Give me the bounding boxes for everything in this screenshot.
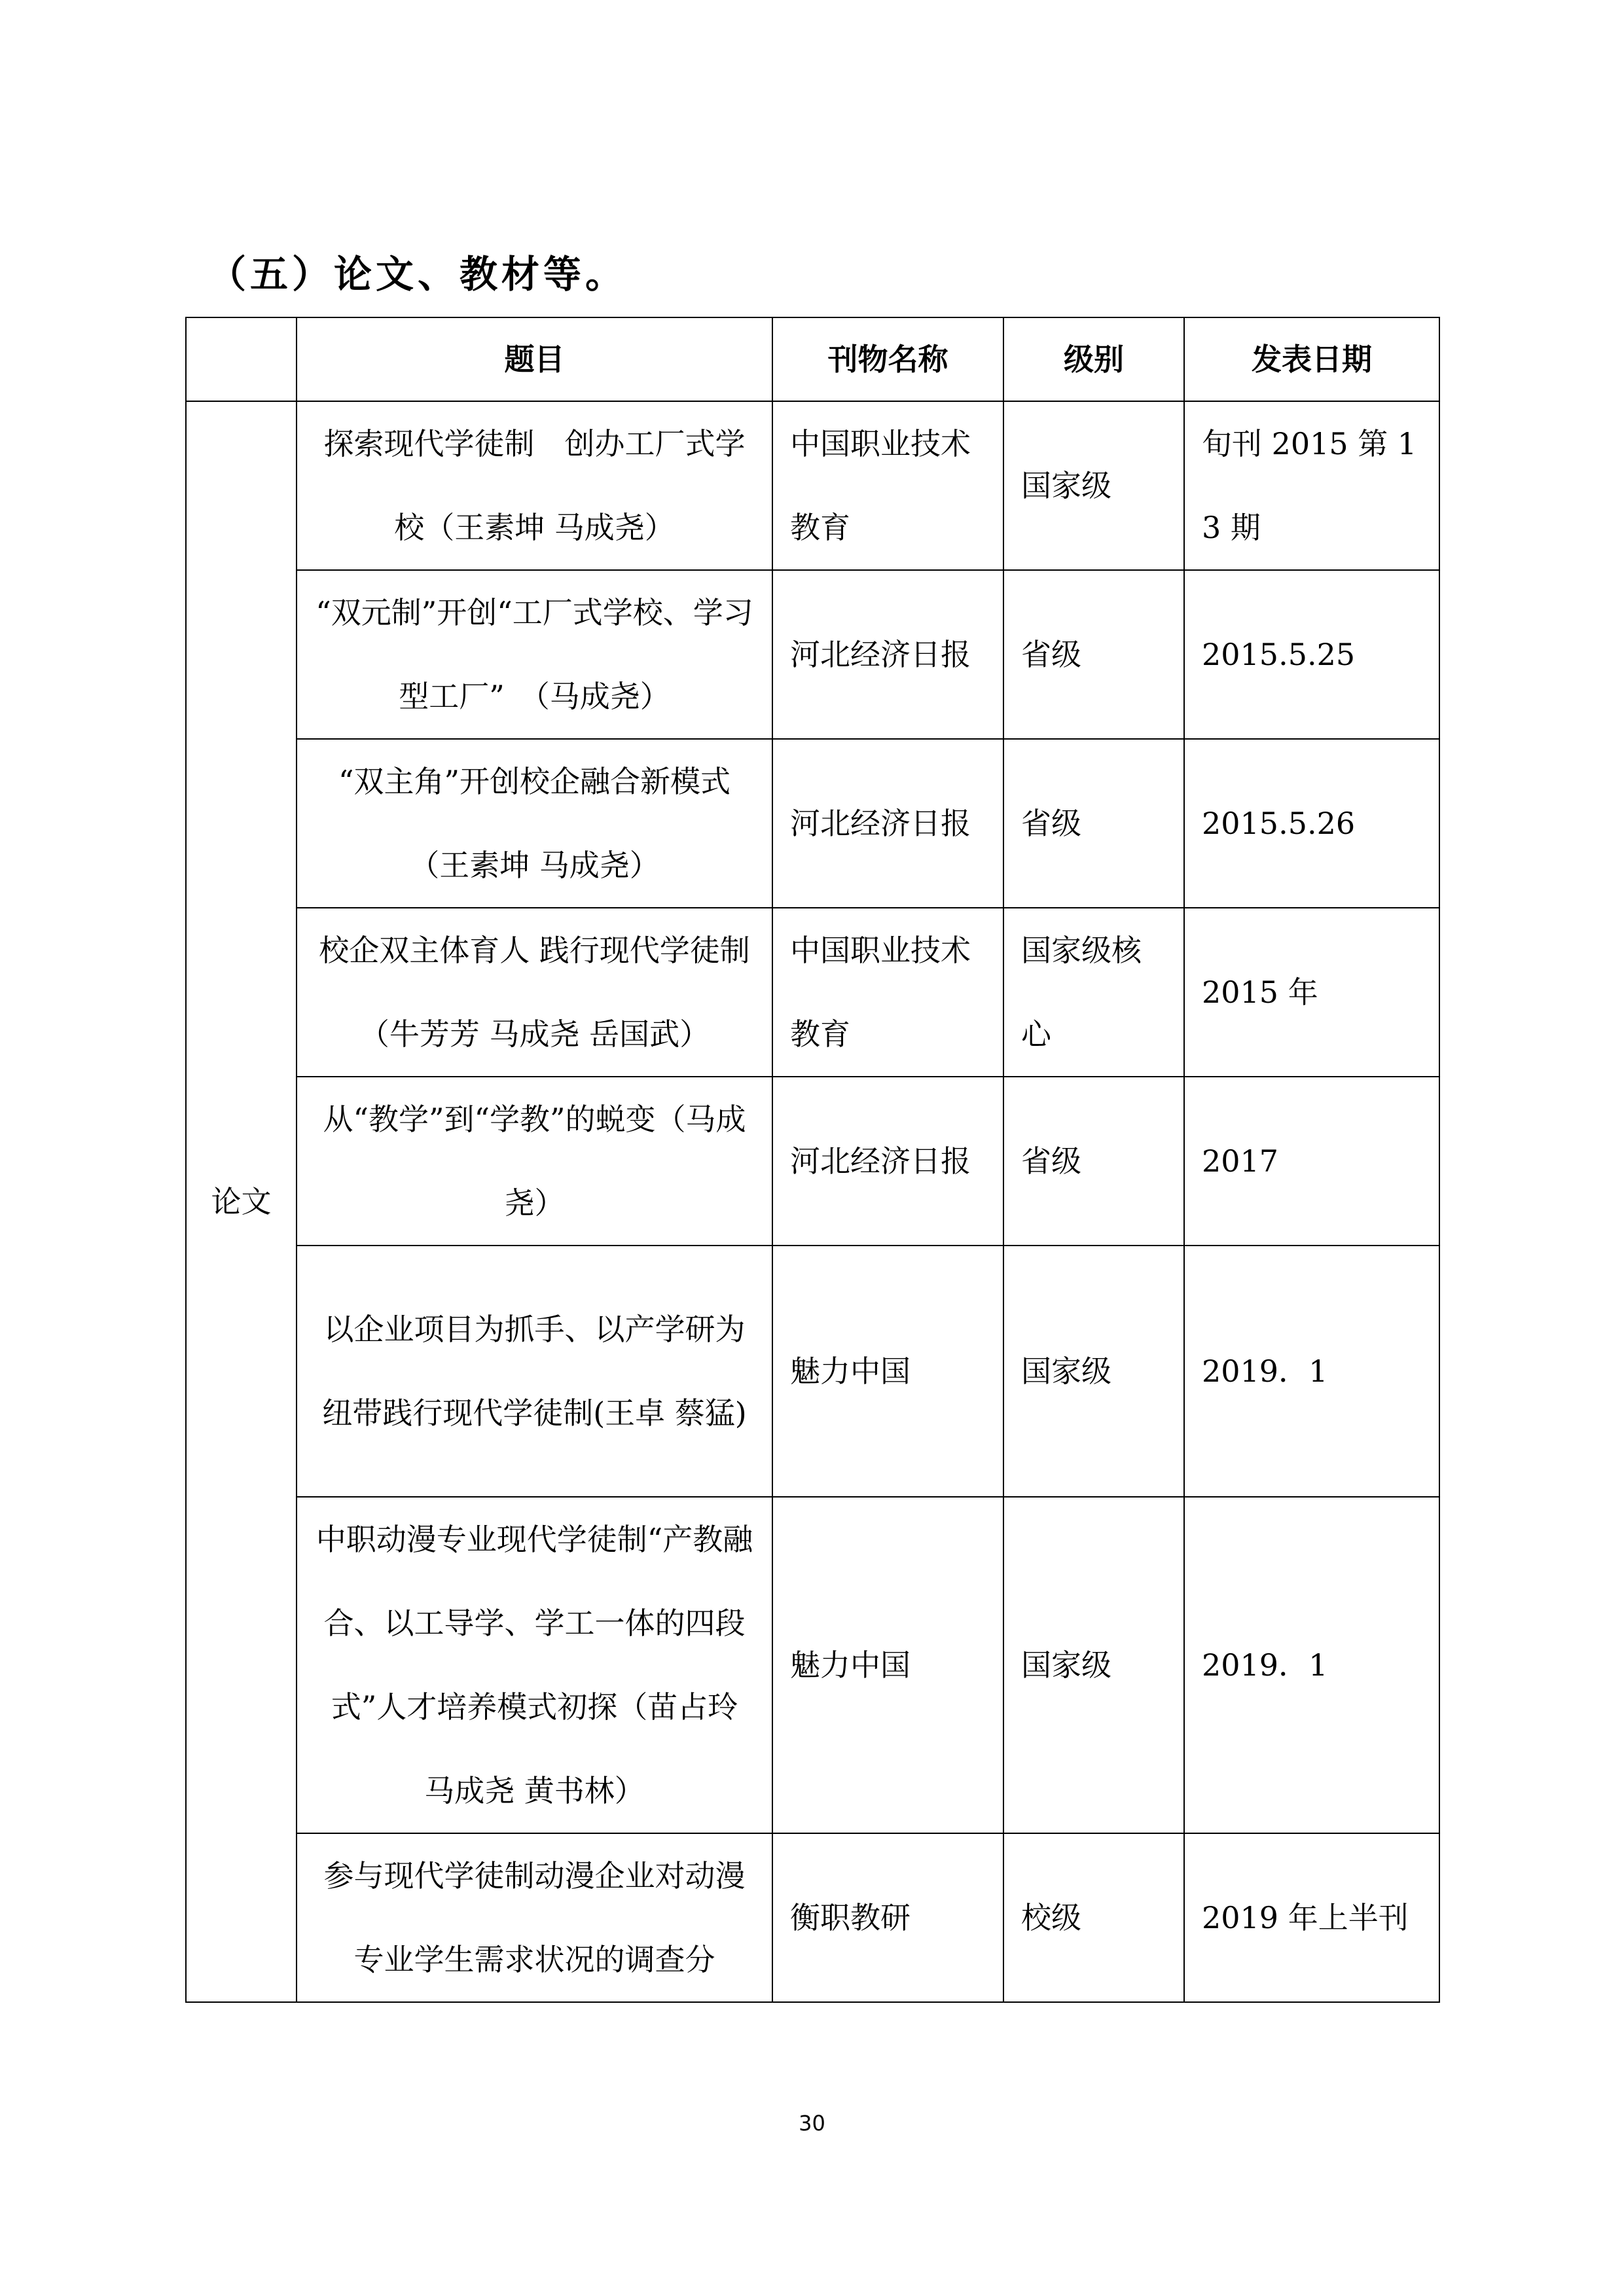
paper-title: 从“教学”到“学教”的蜕变（马成尧）	[297, 1077, 772, 1246]
table-row	[186, 1497, 1439, 1833]
paper-date: 旬刊 2015 第 13 期	[1184, 401, 1439, 570]
paper-title: 探索现代学徒制 创办工厂式学校（王素坤 马成尧）	[297, 401, 772, 570]
paper-title: 中职动漫专业现代学徒制“产教融合、以工导学、学工一体的四段式”人才培养模式初探（苗占玲 马成尧 黄书林）	[297, 1497, 772, 1833]
table-row	[186, 739, 1439, 908]
table-header-row	[186, 317, 1439, 401]
header-level: 级别	[1003, 317, 1184, 401]
paper-level: 校级	[1003, 1833, 1184, 2002]
header-journal: 刊物名称	[772, 317, 1003, 401]
paper-journal: 中国职业技术教育	[772, 401, 1003, 570]
paper-title: 以企业项目为抓手、以产学研为纽带践行现代学徒制(王卓 蔡猛)	[297, 1246, 772, 1497]
table-row	[186, 908, 1439, 1077]
paper-level: 国家级核心	[1003, 908, 1184, 1077]
paper-title: 校企双主体育人 践行现代学徒制（牛芳芳 马成尧 岳国武）	[297, 908, 772, 1077]
category-cell-papers: 论文	[186, 401, 297, 2002]
paper-journal: 河北经济日报	[772, 570, 1003, 739]
paper-date: 2017	[1184, 1077, 1439, 1246]
paper-level: 省级	[1003, 739, 1184, 908]
paper-journal: 中国职业技术教育	[772, 908, 1003, 1077]
paper-journal: 衡职教研	[772, 1833, 1003, 2002]
paper-date: 2015.5.26	[1184, 739, 1439, 908]
header-title: 题目	[297, 317, 772, 401]
section-heading: （五）论文、教材等。	[208, 252, 628, 296]
paper-level: 省级	[1003, 570, 1184, 739]
paper-level: 国家级	[1003, 1497, 1184, 1833]
paper-journal: 魅力中国	[772, 1497, 1003, 1833]
header-category	[186, 317, 297, 401]
paper-title: “双元制”开创“工厂式学校、学习型工厂” （马成尧）	[297, 570, 772, 739]
header-date: 发表日期	[1184, 317, 1439, 401]
paper-journal: 魅力中国	[772, 1246, 1003, 1497]
table-row	[186, 1246, 1439, 1497]
paper-title: 参与现代学徒制动漫企业对动漫专业学生需求状况的调查分	[297, 1833, 772, 2002]
paper-title: “双主角”开创校企融合新模式（王素坤 马成尧）	[297, 739, 772, 908]
table-row	[186, 1833, 1439, 2002]
table-row	[186, 570, 1439, 739]
table-row	[186, 1077, 1439, 1246]
table-row	[186, 401, 1439, 570]
paper-level: 国家级	[1003, 401, 1184, 570]
paper-journal: 河北经济日报	[772, 1077, 1003, 1246]
paper-date: 2019 年上半刊	[1184, 1833, 1439, 2002]
paper-level: 国家级	[1003, 1246, 1184, 1497]
paper-journal: 河北经济日报	[772, 739, 1003, 908]
paper-date: 2019．1	[1184, 1497, 1439, 1833]
papers-table	[185, 317, 1440, 2003]
page-number: 30	[799, 2111, 825, 2136]
paper-date: 2019．1	[1184, 1246, 1439, 1497]
paper-level: 省级	[1003, 1077, 1184, 1246]
paper-date: 2015.5.25	[1184, 570, 1439, 739]
paper-date: 2015 年	[1184, 908, 1439, 1077]
